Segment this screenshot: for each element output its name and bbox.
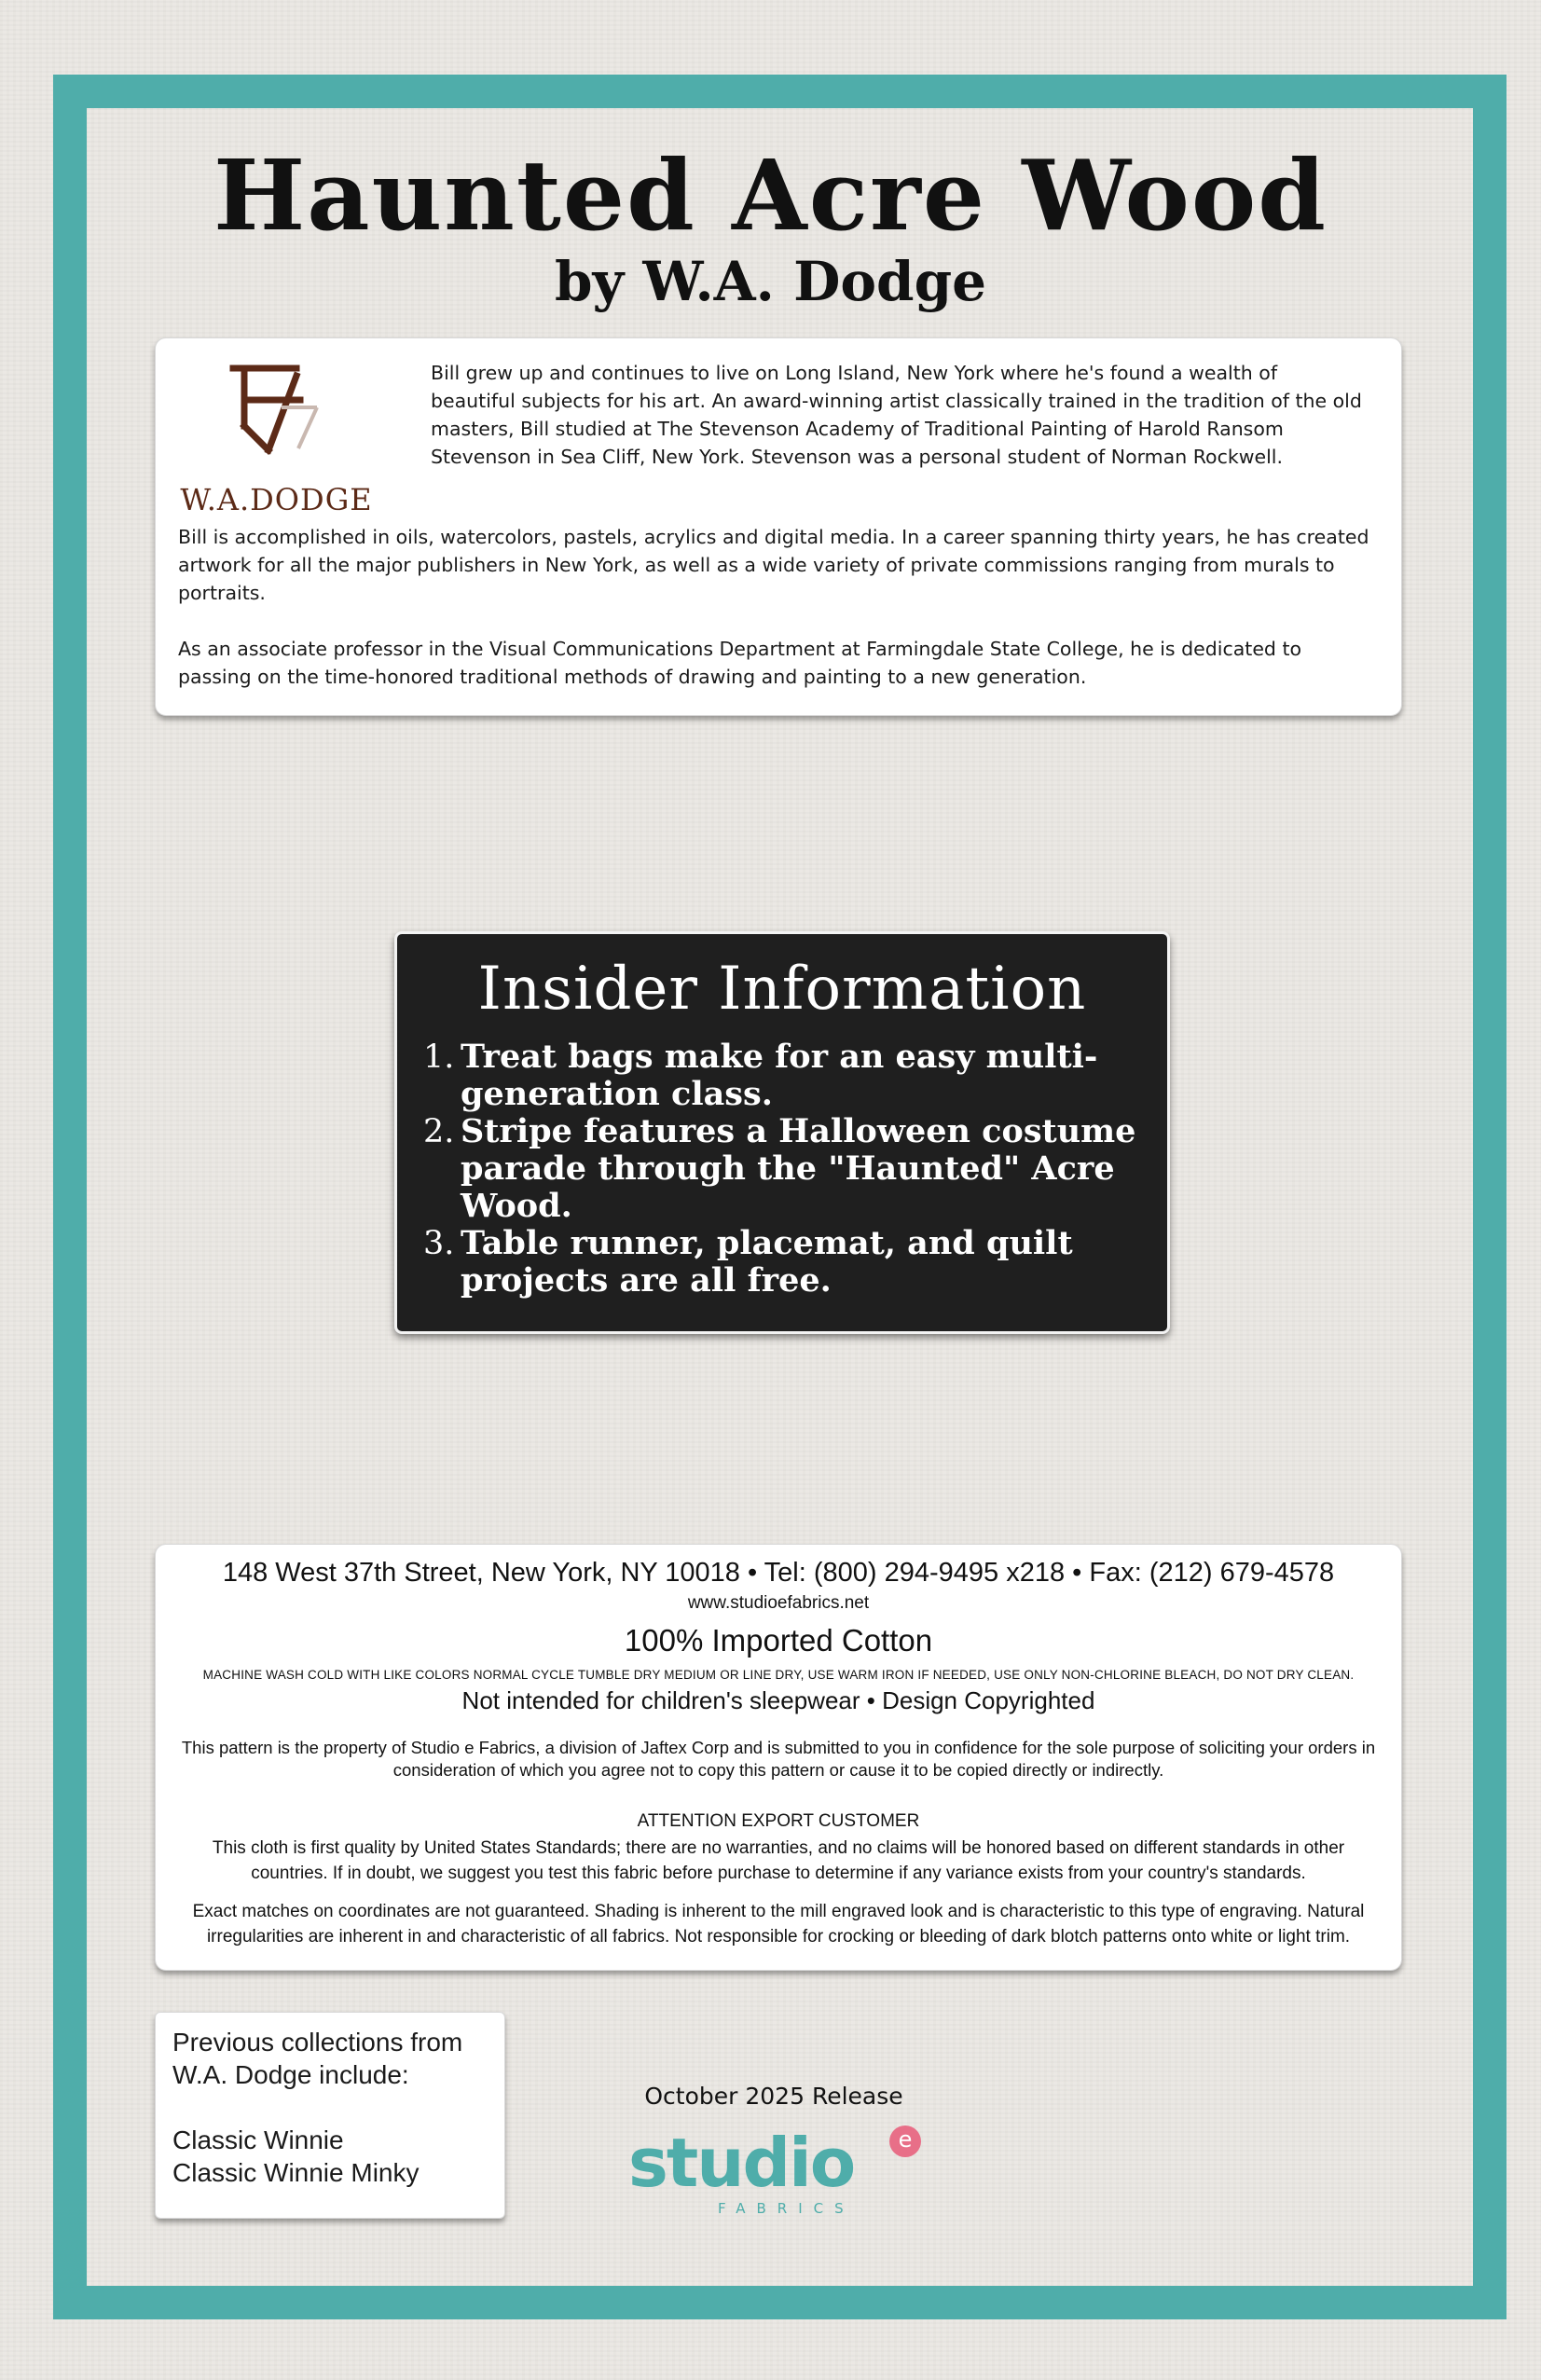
list-item xyxy=(423,1225,1150,1300)
previous-intro-line: W.A. Dodge include: xyxy=(172,2060,409,2089)
care-instructions: MACHINE WASH COLD WITH LIKE COLORS NORMAL CYCLE TUMBLE DRY MEDIUM OR LINE DRY, USE WARM IRON IF NEEDED, USE ONLY NON-CHLORINE BLEACH, DO NOT DRY CLEAN. xyxy=(202,1668,1355,1682)
standards-notice: This cloth is first quality by United States Standards; there are no warranties, and no claims will be honored based on different standards in other countries. If in doubt, we suggest you test this fabric before purchase to determine if any variance exists from your country's standards. xyxy=(212,1838,1345,1883)
previous-intro-line: Previous collections from xyxy=(172,2028,463,2057)
coordinates-notice: Exact matches on coordinates are not guaranteed. Shading is inherent to the mill engraved look and is characteristic to this type of engraving. Natural irregularities are inherent in and characteristic of all fabrics. Not responsible for crocking or bleeding of dark blotch patterns onto white or light trim. xyxy=(192,1902,1365,1947)
company-address: 148 West 37th Street, New York, NY 10018 • Tel: (800) 294-9495 x218 • Fax: (212) 679-4578 xyxy=(222,1558,1335,1588)
insider-information-panel xyxy=(394,931,1170,1334)
artist-logo xyxy=(176,359,377,517)
company-website: www.studioefabrics.net xyxy=(687,1593,870,1613)
property-notice: This pattern is the property of Studio e Fabrics, a division of Jaftex Corp and is submitted to you in confidence for the sole purpose of soliciting your orders in consideration of which you agree not to copy this pattern or cause it to be copied directly or indirectly. xyxy=(181,1738,1376,1780)
bio-paragraph: As an associate professor in the Visual Communications Department at Farmingdale State College, he is dedicated to passing on the time-honored traditional methods of drawing and painting to a new generation. xyxy=(178,638,1302,688)
legal-info-card xyxy=(155,1544,1402,1971)
page-subtitle: by W.A. Dodge xyxy=(554,250,987,313)
list-number: 2. xyxy=(423,1113,455,1150)
insider-heading: Insider Information xyxy=(477,955,1087,1024)
bio-paragraph: Bill is accomplished in oils, watercolors, pastels, acrylics and digital media. In a career spanning thirty years, he has created artwork for all the major publishers in New York, as well as a wide variety of private commissions ranging from murals to portraits. xyxy=(178,526,1369,604)
release-date: October 2025 Release xyxy=(644,2083,903,2110)
brand-e-badge: e xyxy=(889,2125,921,2157)
list-item-text: Treat bags make for an easy multi-generation class. xyxy=(461,1038,1098,1113)
wa-monogram-icon xyxy=(227,359,330,461)
studio-e-logo xyxy=(625,2124,942,2217)
bio-paragraph: Bill grew up and continues to live on Long Island, New York where he's found a wealth of beautiful subjects for his art. An award-winning artist classically trained in the tradition of the old masters, Bill studied at The Stevenson Academy of Traditional Painting of Harold Ransom Stevenson in Sea Cliff, New York. Stevenson was a personal student of Norman Rockwell. xyxy=(431,362,1362,468)
insider-list xyxy=(423,1039,1150,1300)
list-number: 3. xyxy=(423,1225,455,1262)
previous-collections-card xyxy=(155,2012,505,2219)
list-item-text: Stripe features a Halloween costume parade through the "Haunted" Acre Wood. xyxy=(461,1112,1136,1225)
page-title: Haunted Acre Wood xyxy=(213,138,1328,253)
collection-item: Classic Winnie xyxy=(172,2125,344,2154)
list-item-text: Table runner, placemat, and quilt projects are all free. xyxy=(461,1224,1073,1300)
list-item xyxy=(423,1039,1150,1113)
brand-subtitle: FABRICS xyxy=(718,2200,855,2217)
sleepwear-notice: Not intended for children's sleepwear • Design Copyrighted xyxy=(461,1686,1095,1714)
brand-wordmark: studio xyxy=(628,2124,855,2202)
logo-wordmark: W.A.DODGE xyxy=(180,482,373,517)
collection-item: Classic Winnie Minky xyxy=(172,2158,420,2187)
material-label: 100% Imported Cotton xyxy=(624,1623,933,1658)
list-number: 1. xyxy=(423,1039,455,1076)
export-heading: ATTENTION EXPORT CUSTOMER xyxy=(637,1811,920,1831)
artist-bio-card xyxy=(155,337,1402,716)
list-item xyxy=(423,1113,1150,1225)
